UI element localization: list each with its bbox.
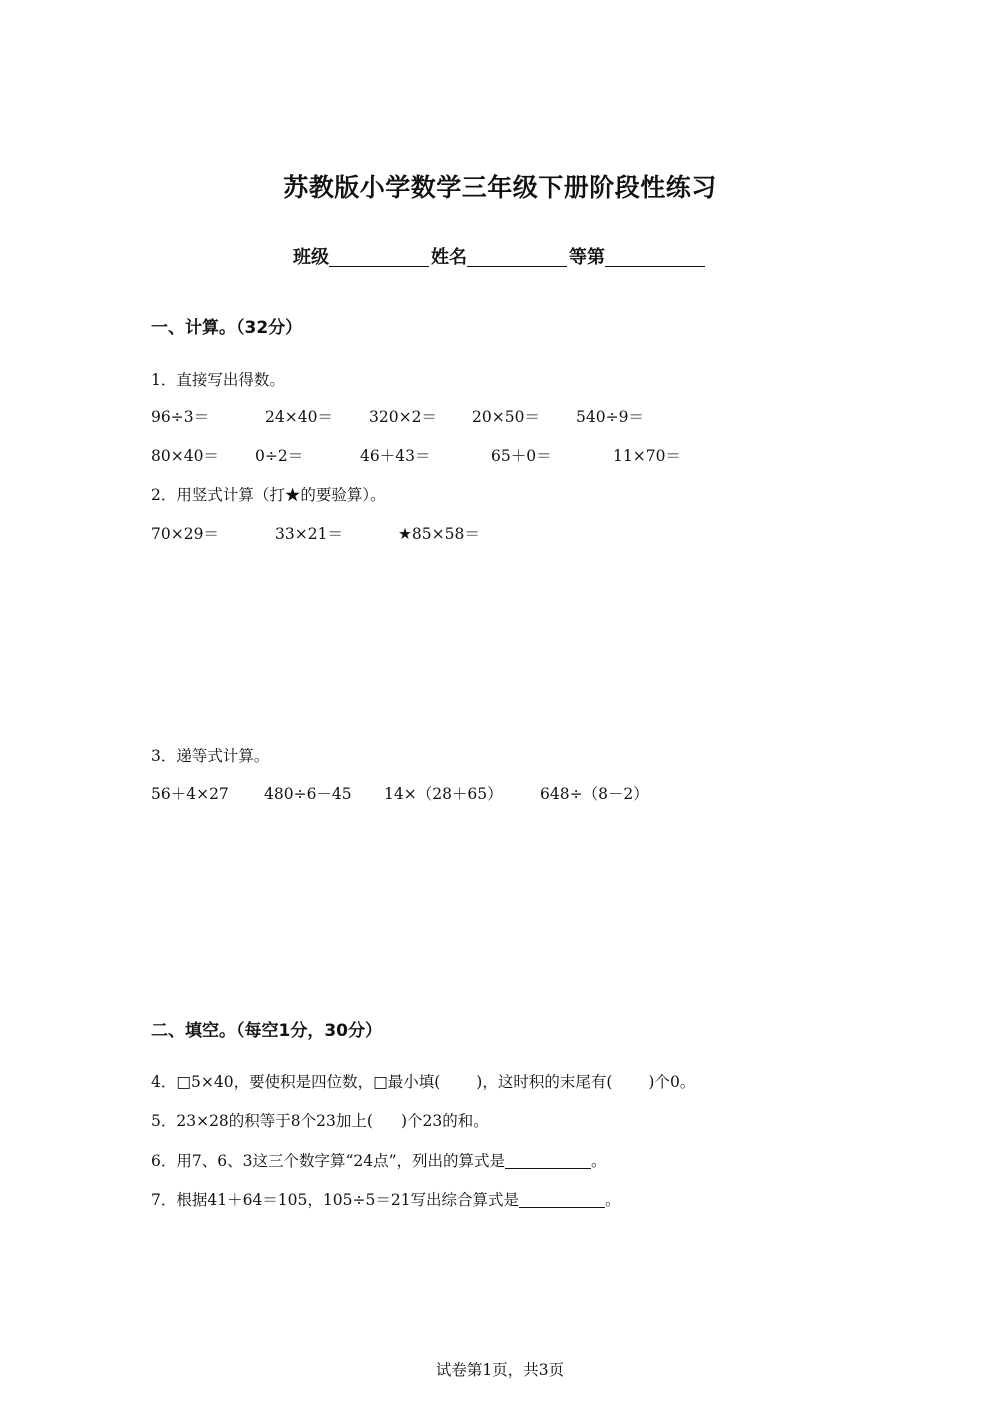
name-blank (467, 248, 567, 267)
expr-q1-r2-1: 80×40＝ (151, 447, 219, 465)
q6-part2: 。 (591, 1152, 607, 1170)
expr-q1-r1-4: 20×50＝ (472, 408, 540, 426)
grade-blank (605, 248, 705, 267)
page-footer: 试卷第1页，共3页 (435, 1361, 565, 1379)
grade-label: 等第 (569, 247, 605, 268)
expr-q2-2: 33×21＝ (275, 525, 343, 543)
question-3-prompt: 3．递等式计算。 (151, 747, 270, 765)
q4-part3: )个0。 (648, 1073, 696, 1091)
expr-q1-r2-5: 11×70＝ (613, 447, 681, 465)
question-7 (151, 1188, 621, 1210)
q6-answer-blank[interactable] (505, 1154, 591, 1169)
question-4 (151, 1070, 695, 1092)
question-2-prompt: 2．用竖式计算（打★的要验算）。 (151, 486, 386, 504)
expr-q1-r1-5: 540÷9＝ (576, 408, 644, 426)
expr-q1-r1-1: 96÷3＝ (151, 408, 210, 426)
expr-q2-3: ★85×58＝ (398, 525, 480, 543)
expr-q3-2: 480÷6－45 (264, 785, 352, 803)
q4-part2: )，这时积的末尾有( (476, 1073, 613, 1091)
q7-part1: 7．根据41＋64＝105，105÷5＝21写出综合算式是 (151, 1191, 520, 1209)
expr-q3-3: 14×（28＋65） (384, 785, 503, 803)
section-1-heading: 一、计算。（32分） (151, 318, 303, 338)
expr-q1-r2-4: 65＋0＝ (491, 447, 552, 465)
q4-part1: 4．□5×40，要使积是四位数，□最小填( (151, 1073, 441, 1091)
question-1-prompt: 1．直接写出得数。 (151, 371, 285, 389)
q7-answer-blank[interactable] (519, 1193, 605, 1208)
expr-q3-4: 648÷（8－2） (540, 785, 649, 803)
name-label: 姓名 (431, 247, 467, 268)
expr-q2-1: 70×29＝ (151, 525, 219, 543)
expr-q1-r2-3: 46＋43＝ (360, 447, 431, 465)
expr-q1-r1-2: 24×40＝ (265, 408, 333, 426)
q5-part2: )个23的和。 (400, 1112, 489, 1130)
q6-part1: 6．用7、6、3这三个数字算“24点”，列出的算式是 (151, 1152, 506, 1170)
expr-q3-1: 56＋4×27 (151, 785, 229, 803)
q5-part1: 5．23×28的积等于8个23加上( (151, 1112, 373, 1130)
class-label: 班级 (293, 247, 329, 268)
student-info-line (0, 243, 1000, 269)
question-6 (151, 1149, 607, 1171)
expr-q1-r1-3: 320×2＝ (369, 408, 437, 426)
class-blank (329, 248, 429, 267)
page-title: 苏教版小学数学三年级下册阶段性练习 (283, 173, 717, 202)
section-2-heading: 二、填空。（每空1分，30分） (151, 1021, 382, 1041)
expr-q1-r2-2: 0÷2＝ (255, 447, 304, 465)
q7-part2: 。 (605, 1191, 621, 1209)
question-5 (151, 1109, 489, 1131)
